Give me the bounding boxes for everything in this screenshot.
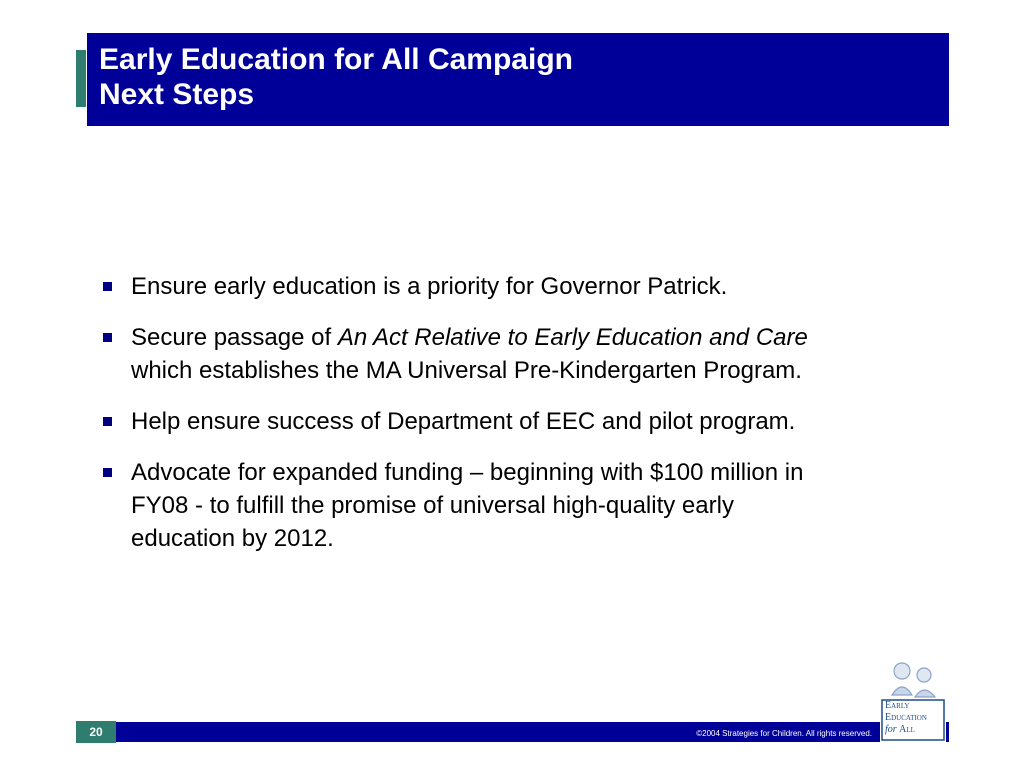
slide-title: Early Education for All Campaign	[99, 43, 573, 76]
slide-subtitle: Next Steps	[99, 78, 255, 111]
act-title: An Act Relative to Early Education and Care	[337, 324, 808, 351]
bullet-text-lead: Secure passage of	[131, 324, 338, 351]
bullet-item	[103, 405, 953, 438]
logo-word-all: All	[899, 724, 915, 735]
slide-title-bar	[87, 33, 949, 126]
square-bullet-icon	[103, 333, 112, 342]
square-bullet-icon	[103, 417, 112, 426]
logo-word-for-all	[885, 724, 949, 736]
bullet-text: Ensure early education is a priority for Governor Patrick.	[131, 273, 728, 300]
copyright-notice: ©2004 Strategies for Children. All rights reserved.	[696, 729, 872, 738]
bullet-list	[103, 270, 953, 573]
logo-word-education: Education	[885, 712, 927, 723]
bullet-text-tail: which establishes the MA Universal Pre-Kindergarten Program.	[131, 357, 802, 384]
bullet-item	[103, 456, 953, 555]
logo-word-early: Early	[885, 700, 910, 711]
logo-wordmark	[882, 700, 949, 736]
square-bullet-icon	[103, 468, 112, 477]
title-accent-bar	[76, 50, 86, 107]
logo-word-for: for	[885, 724, 897, 735]
bullet-text	[131, 324, 808, 384]
bullet-text: Help ensure success of Department of EEC and pilot program.	[131, 408, 796, 435]
bullet-item	[103, 321, 953, 387]
page-number: 20	[76, 721, 116, 743]
bullet-item	[103, 270, 953, 303]
bullet-text: Advocate for expanded funding – beginning with $100 million in FY08 - to fulfill the promise of universal high-quality early education by 2012.	[131, 459, 804, 552]
square-bullet-icon	[103, 282, 112, 291]
